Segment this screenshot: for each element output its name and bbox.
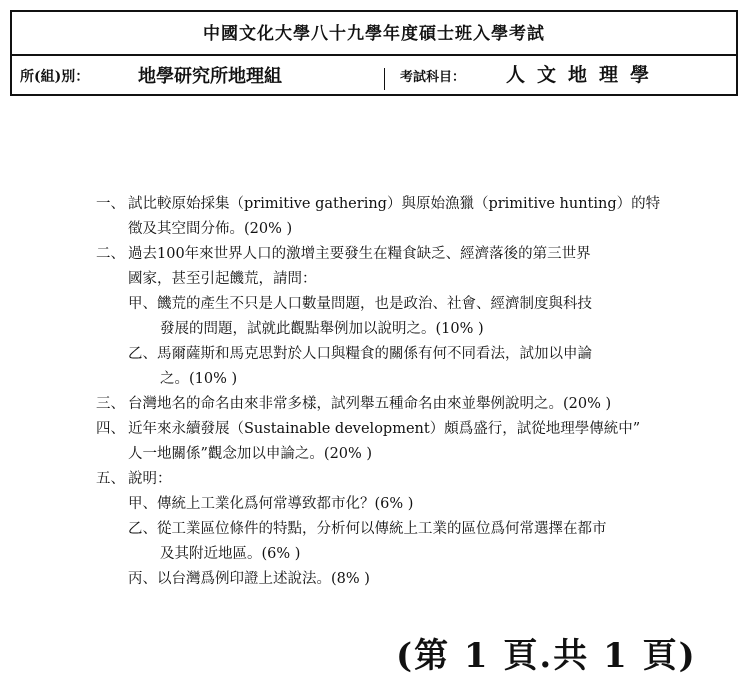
question-2a-text-cont: 發展的問題，試就此觀點舉例加以說明之。(10% ): [160, 321, 484, 337]
question-5b-text: 乙、從工業區位條件的特點，分析何以傳統上工業的區位爲何常選擇在都市: [128, 521, 607, 537]
question-2-text-cont: 國家，甚至引起饑荒，請問：: [128, 271, 317, 287]
question-3-text: 台灣地名的命名由來非常多樣，試列舉五種命名由來並舉例說明之。(20% ): [128, 396, 612, 412]
question-1-number: 一、: [96, 196, 125, 212]
question-2-text: 過去100年來世界人口的激增主要發生在糧食缺乏、經濟落後的第三世界: [128, 246, 591, 262]
question-2b-text: 乙、馬爾薩斯和馬克思對於人口與糧食的關係有何不同看法，試加以申論: [128, 346, 592, 362]
question-5c-text: 丙、以台灣爲例印證上述說法。(8% ): [128, 571, 370, 587]
subject-value: 人文地理學: [506, 64, 662, 86]
question-5b-text-cont: 及其附近地區。(6% ): [160, 546, 301, 562]
question-2a-text: 甲、饑荒的產生不只是人口數量問題，也是政治、社會、經濟制度與科技: [128, 296, 592, 312]
exam-title: 中國文化大學八十九學年度碩士班入學考試: [12, 12, 736, 56]
question-4-text-cont: 人一地關係”觀念加以申論之。(20% ): [128, 446, 373, 462]
question-5-number: 五、: [96, 471, 125, 487]
department-value: 地學研究所地理組: [138, 66, 282, 87]
question-5-text: 說明：: [128, 471, 172, 487]
question-1-text: 試比較原始採集（primitive gathering）與原始漁獵（primitive hunting）的特: [128, 196, 661, 212]
page-number: (第 1 頁.共 1 頁): [396, 636, 697, 676]
department-label: 所(組)別：: [20, 69, 90, 85]
question-3-number: 三、: [96, 396, 125, 412]
header-info-row: [12, 56, 736, 94]
question-2b-text-cont: 之。(10% ): [160, 371, 238, 387]
question-2-number: 二、: [96, 246, 125, 262]
question-5a-text: 甲、傳統上工業化爲何常導致都市化？(6% ): [128, 496, 414, 512]
subject-label: 考試科目：: [400, 70, 466, 85]
question-4-text: 近年來永續發展（Sustainable development）頗爲盛行，試從地理學傳統中”: [128, 421, 641, 437]
exam-header: [10, 10, 738, 96]
header-divider: [384, 68, 385, 90]
question-4-number: 四、: [96, 421, 125, 437]
question-1-text-cont: 徵及其空間分佈。(20% ): [128, 221, 293, 237]
